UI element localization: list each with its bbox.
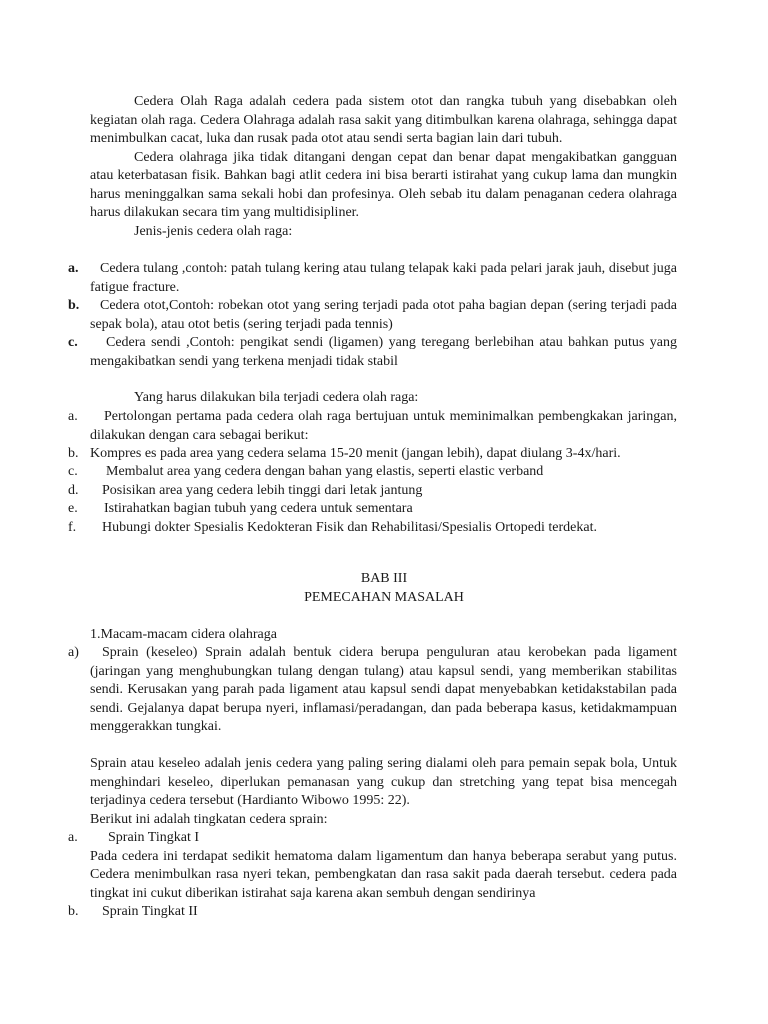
list-item (68, 500, 690, 519)
list-item (68, 334, 677, 371)
chapter-number: BAB III (360, 571, 408, 586)
list-marker: a. (68, 261, 79, 276)
types-heading: Jenis-jenis cedera olah raga: (134, 223, 293, 239)
sprain-definition: Sprain (keseleo) Sprain adalah bentuk cidera berupa penguluran atau kerobekan pada ligament (jaringan yang menghubungkan tulang dengan tulang) atau kapsul sendi, yang memberikan stabilitas sendi. Kerusakan yang parah pada ligament atau kapsul sendi dapat menyebabkan ketidakstabilan pada sendi. Gejalanya dapat berupa nyeri, inflamasi/peradangan, dan pada beberapa kasus, ketidakmampuan menggerakkan tungkai. (90, 645, 677, 734)
sprain-paragraph-2 (90, 755, 677, 829)
list-item (68, 297, 677, 334)
sprain-prevention-text: Sprain atau keseleo adalah jenis cedera yang paling sering dialami oleh para pemain sepak bola, Untuk menghindari keseleo, diperlukan pemanasan yang cukup dan stretching yang tepat bisa mencegah terjadinya cedera tersebut (Hardianto Wibowo 1995: 22). (90, 756, 677, 808)
list-item (68, 519, 710, 538)
list-item (68, 408, 677, 445)
intro-paragraph-1: Cedera Olah Raga adalah cedera pada sistem otot dan rangka tubuh yang disebabkan oleh kegiatan olah raga. Cedera Olahraga adalah rasa sakit yang ditimbulkan karena olahraga, sehingga dapat menimbulkan cacat, luka dan rusak pada otot atau sendi serta bagian lain dari tubuh. (90, 94, 677, 146)
list-marker: d. (68, 483, 79, 498)
intro-paragraph-2: Cedera olahraga jika tidak ditangani dengan cepat dan benar dapat mengakibatkan gangguan atau keterbatasan fisik. Bahkan bagi atlit cedera ini bisa berarti istirahat yang cukup lama dan mungkin harus meninggalkan sama sekali hobi dan profesinya. Oleh sebab itu dalam penaganan cedera olahraga harus dilakukan secara tim yang multidisipliner. (90, 149, 677, 220)
list-marker: f. (68, 520, 77, 535)
sprain-level-text: Pada cedera ini terdapat sedikit hematoma dalam ligamentum dan hanya beberapa serabut yang putus. Cedera menimbulkan rasa nyeri tekan, pembengkatan dan rasa sakit pada daerah tersebut. cedera pada tingkat ini cukut diberikan istirahat saja karena akan sembuh dengan sendirinya (90, 848, 677, 901)
sprain-level-title: Sprain Tingkat I (108, 830, 200, 845)
list-text: Pertolongan pertama pada cedera olah raga bertujuan untuk meminimalkan pembengkakan jaringan, dilakukan dengan cara sebagai berikut: (90, 409, 677, 443)
list-item (68, 482, 690, 501)
list-text: Membalut area yang cedera dengan bahan yang elastis, seperti elastic verband (106, 464, 544, 479)
list-marker: c. (68, 464, 78, 479)
list-marker: a. (68, 830, 78, 845)
list-text: Cedera otot,Contoh: robekan otot yang sering terjadi pada otot paha bagian depan (sering terjadi pada sepak bola), atau otot betis (sering terjadi pada tennis) (90, 298, 677, 332)
actions-heading: Yang harus dilakukan bila terjadi cedera olah raga: (134, 390, 419, 405)
list-marker: b. (68, 298, 80, 313)
list-text: Istirahatkan bagian tubuh yang cedera untuk sementara (104, 501, 413, 516)
list-text: Cedera sendi ,Contoh: pengikat sendi (ligamen) yang teregang berlebihan atau bahkan putus yang mengakibatkan sendi yang terkena menjadi tidak stabil (90, 335, 677, 369)
sprain-level-1 (68, 829, 677, 903)
list-marker: b. (68, 446, 79, 461)
intro-section (90, 93, 677, 241)
chapter-title: PEMECAHAN MASALAH (304, 590, 464, 605)
sprain-level-title: Sprain Tingkat II (102, 904, 198, 919)
list-item (68, 260, 677, 297)
list-item (68, 445, 690, 464)
list-marker: a) (68, 645, 79, 660)
list-text: Kompres es pada area yang cedera selama 15-20 menit (jangan lebih), dapat diulang 3-4x/hari. (90, 446, 621, 461)
list-text: Hubungi dokter Spesialis Kedokteran Fisik dan Rehabilitasi/Spesialis Ortopedi terdekat. (102, 520, 597, 535)
sprain-level-2 (68, 903, 677, 922)
section-heading: 1.Macam-macam cidera olahraga (90, 627, 277, 642)
list-item (68, 463, 690, 482)
list-text: Posisikan area yang cedera lebih tinggi dari letak jantung (102, 483, 423, 498)
list-marker: e. (68, 501, 78, 516)
sprain-item (68, 644, 677, 737)
list-marker: c. (68, 335, 78, 350)
sprain-levels-intro: Berikut ini adalah tingkatan cedera sprain: (90, 811, 328, 827)
list-text: Cedera tulang ,contoh: patah tulang kering atau tulang telapak kaki pada pelari jarak jauh, disebut juga fatigue fracture. (90, 261, 677, 295)
list-marker: b. (68, 904, 79, 919)
list-marker: a. (68, 409, 78, 424)
